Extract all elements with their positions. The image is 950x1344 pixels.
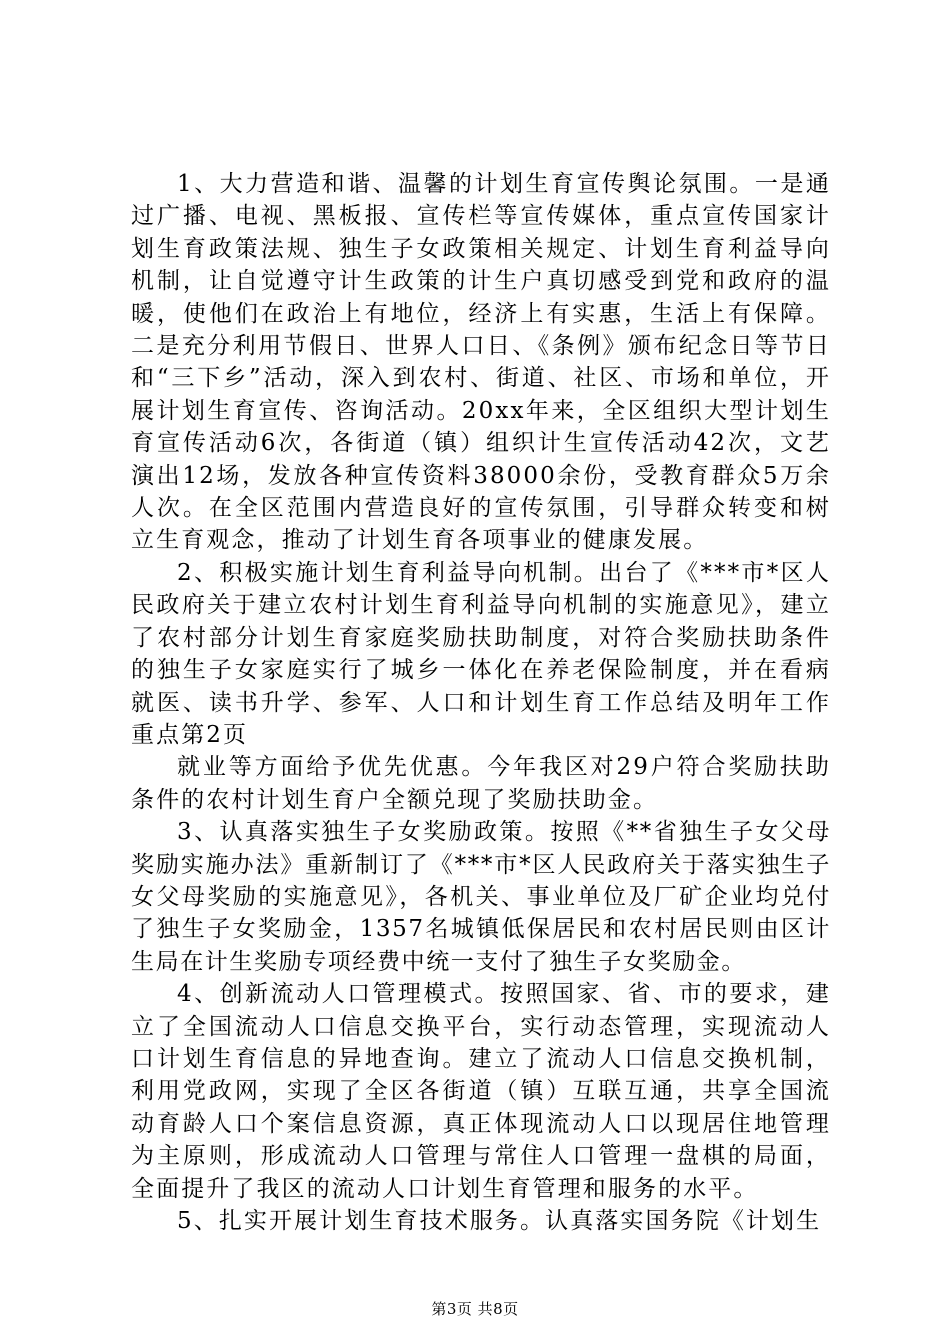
document-body <box>131 168 831 1237</box>
paragraph-floating-population: 4、创新流动人口管理模式。按照国家、省、市的要求，建立了全国流动人口信息交换平台，实行动态管理，实现流动人口计划生育信息的异地查询。建立了流动人口信息交换机制，利用党政网，实现了全区各街道（镇）互联互通，共享全国流动育龄人口个案信息资源，真正体现流动人口以现居住地管理为主原则，形成流动人口管理与常住人口管理一盘棋的局面，全面提升了我区的流动人口计划生育管理和服务的水平。 <box>131 981 831 1202</box>
paragraph-only-child-reward: 3、认真落实独生子女奖励政策。按照《**省独生子女父母奖励实施办法》重新制订了《***市*区人民政府关于落实独生子女父母奖励的实施意见》，各机关、事业单位及厂矿企业均兑付了独生子女奖励金，1357名城镇低保居民和农村居民则由区计生局在计生奖励专项经费中统一支付了独生子女奖励金。 <box>131 819 831 975</box>
page-number-footer: 第3页 共8页 <box>431 1300 519 1318</box>
paragraph-incentive-continued: 就业等方面给予优先优惠。今年我区对29户符合奖励扶助条件的农村计划生育户全额兑现了奖励扶助金。 <box>131 754 831 813</box>
paragraph-technical-service: 5、扎实开展计划生育技术服务。认真落实国务院《计划生 <box>177 1208 822 1234</box>
paragraph-incentive-mechanism: 2、积极实施计划生育利益导向机制。出台了《***市*区人民政府关于建立农村计划生育利益导向机制的实施意见》，建立了农村部分计划生育家庭奖励扶助制度，对符合奖励扶助条件的独生子女家庭实行了城乡一体化在养老保险制度，并在看病就医、读书升学、参军、人口和计划生育工作总结及明年工作重点第2页 <box>131 559 831 748</box>
paragraph-publicity: 1、大力营造和谐、温馨的计划生育宣传舆论氛围。一是通过广播、电视、黑板报、宣传栏等宣传媒体，重点宣传国家计划生育政策法规、独生子女政策相关规定、计划生育利益导向机制，让自觉遵守计生政策的计生户真切感受到党和政府的温暖，使他们在政治上有地位，经济上有实惠，生活上有保障。二是充分利用节假日、世界人口日、《条例》颁布纪念日等节日和“三下乡”活动，深入到农村、街道、社区、市场和单位，开展计划生育宣传、咨询活动。20xx年来，全区组织大型计划生育宣传活动6次，各街道（镇）组织计生宣传活动42次，文艺演出12场，发放各种宣传资料38000余份，受教育群众5万余人次。在全区范围内营造良好的宣传氛围，引导群众转变和树立生育观念，推动了计划生育各项事业的健康发展。 <box>131 171 831 554</box>
